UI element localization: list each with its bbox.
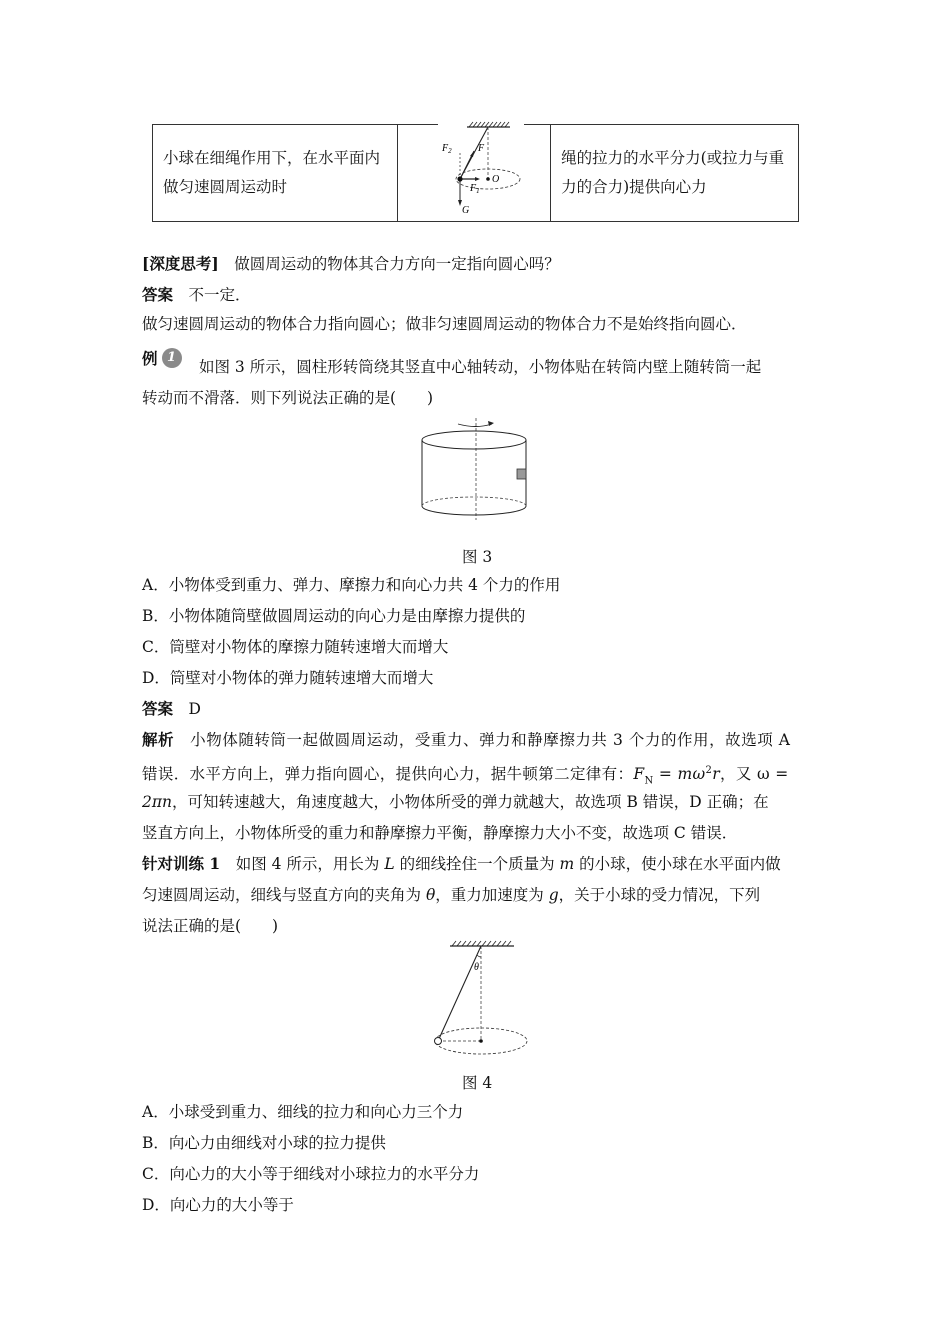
training-text-1a: 如图 4 所示，用长为 — [235, 855, 385, 873]
formula-eq: = mω — [653, 765, 706, 784]
formula-r: r — [712, 765, 720, 784]
option-a: A．小物体受到重力、弹力、摩擦力和向心力共 4 个力的作用 — [142, 576, 561, 594]
training-line-2 — [142, 884, 760, 906]
option-d: D．筒壁对小物体的弹力随转速增大而增大 — [142, 669, 434, 687]
analysis-line-4: 竖直方向上，小物体所受的重力和静摩擦力平衡，静摩擦力大小不变，故选项 C 错误． — [142, 824, 738, 842]
analysis-text-1: 小物体随转筒一起做圆周运动，受重力、弹力和静摩擦力共 3 个力的作用，故选项 A — [190, 731, 791, 749]
symbol-m: m — [559, 855, 575, 873]
analysis-text-2b: ，又 ω = — [720, 765, 789, 784]
option-c: C．筒壁对小物体的摩擦力随转速增大而增大 — [142, 638, 449, 656]
fn-symbol: F — [633, 765, 645, 784]
formula-2pin: 2πn — [142, 793, 173, 811]
training-option-b: B．向心力由细线对小球的拉力提供 — [142, 1134, 386, 1152]
training-text-2c: ，关于小球的受力情况，下列 — [558, 886, 761, 904]
label-f: F — [477, 143, 484, 154]
table-cell-situation: 小球在细绳作用下，在水平面内做匀速圆周运动时 — [153, 125, 398, 222]
training-text-2a: 匀速圆周运动，细线与竖直方向的夹角为 — [142, 886, 426, 904]
formula-sup: 2 — [705, 765, 713, 776]
training-option-d: D．向心力的大小等于 — [142, 1196, 294, 1214]
small-block — [517, 469, 526, 479]
training-label: 针对训练 1 — [142, 854, 221, 873]
deep-think-answer — [142, 284, 251, 306]
symbol-l: L — [384, 855, 395, 873]
rotating-cylinder-figure — [410, 416, 540, 524]
figure-3-caption: 图 3 — [462, 548, 493, 566]
analysis-line-2 — [142, 760, 789, 792]
analysis-text-2a: 错误．水平方向上，弹力指向圆心，提供向心力，据牛顿第二定律有： — [142, 765, 634, 784]
label-o: O — [491, 174, 500, 185]
training-line-3: 说法正确的是( ) — [142, 917, 279, 935]
answer-text: 不一定． — [188, 286, 251, 304]
symbol-theta: θ — [425, 886, 436, 904]
table-row — [153, 125, 799, 222]
symbol-g: g — [548, 886, 559, 904]
deep-think-question: 做圆周运动的物体其合力方向一定指向圆心吗？ — [234, 255, 560, 273]
example-line-1: 如图 3 所示，圆柱形转筒绕其竖直中心轴转动，小物体贴在转筒内壁上随转筒一起 — [199, 358, 762, 376]
answer-label: 答案 — [142, 699, 174, 718]
training-option-c: C．向心力的大小等于细线对小球拉力的水平分力 — [142, 1165, 480, 1183]
option-b: B．小物体随筒壁做圆周运动的向心力是由摩擦力提供的 — [142, 607, 526, 625]
example-word: 例 — [142, 349, 158, 368]
example-line-2: 转动而不滑落．则下列说法正确的是( ) — [142, 389, 434, 407]
example-number-badge: 1 — [162, 348, 182, 368]
conical-pendulum-figure — [398, 121, 566, 219]
deep-think-explanation: 做匀速圆周运动的物体合力指向圆心；做非匀速圆周运动的物体合力不是始终指向圆心． — [142, 315, 747, 333]
analysis-line-1 — [142, 729, 791, 751]
label-g: G — [461, 205, 470, 216]
pendulum-figure — [428, 938, 538, 1060]
label-f1: $F_1$ — [469, 183, 480, 195]
training-text-2b: ，重力加速度为 — [435, 886, 549, 904]
deep-think-tag: [深度思考] — [142, 254, 219, 273]
answer-label: 答案 — [142, 285, 174, 304]
label-theta: θ — [474, 962, 479, 973]
example-answer — [142, 698, 201, 720]
answer-value: D — [188, 700, 201, 718]
analysis-label: 解析 — [142, 730, 175, 749]
force-table — [152, 124, 799, 222]
table-cell-explanation: 绳的拉力的水平分力(或拉力与重力的合力)提供向心力 — [551, 125, 799, 222]
example-label — [142, 348, 182, 370]
label-f2: $F_2$ — [441, 143, 452, 155]
training-option-a: A．小球受到重力、细线的拉力和向心力三个力 — [142, 1103, 464, 1121]
analysis-text-3: ，可知转速越大，角速度越大，小物体所受的弹力就越大，故选项 B 错误，D 正确；在 — [172, 793, 769, 811]
training-text-1c: 的小球，使小球在水平面内做 — [574, 855, 781, 873]
training-line-1 — [142, 853, 781, 875]
fn-subscript: N — [644, 775, 654, 787]
analysis-line-3 — [142, 791, 769, 813]
deep-think-line — [142, 253, 560, 275]
training-text-1b: 的细线拴住一个质量为 — [394, 855, 560, 873]
figure-4-caption: 图 4 — [462, 1074, 493, 1092]
table-cell-figure — [397, 125, 550, 222]
